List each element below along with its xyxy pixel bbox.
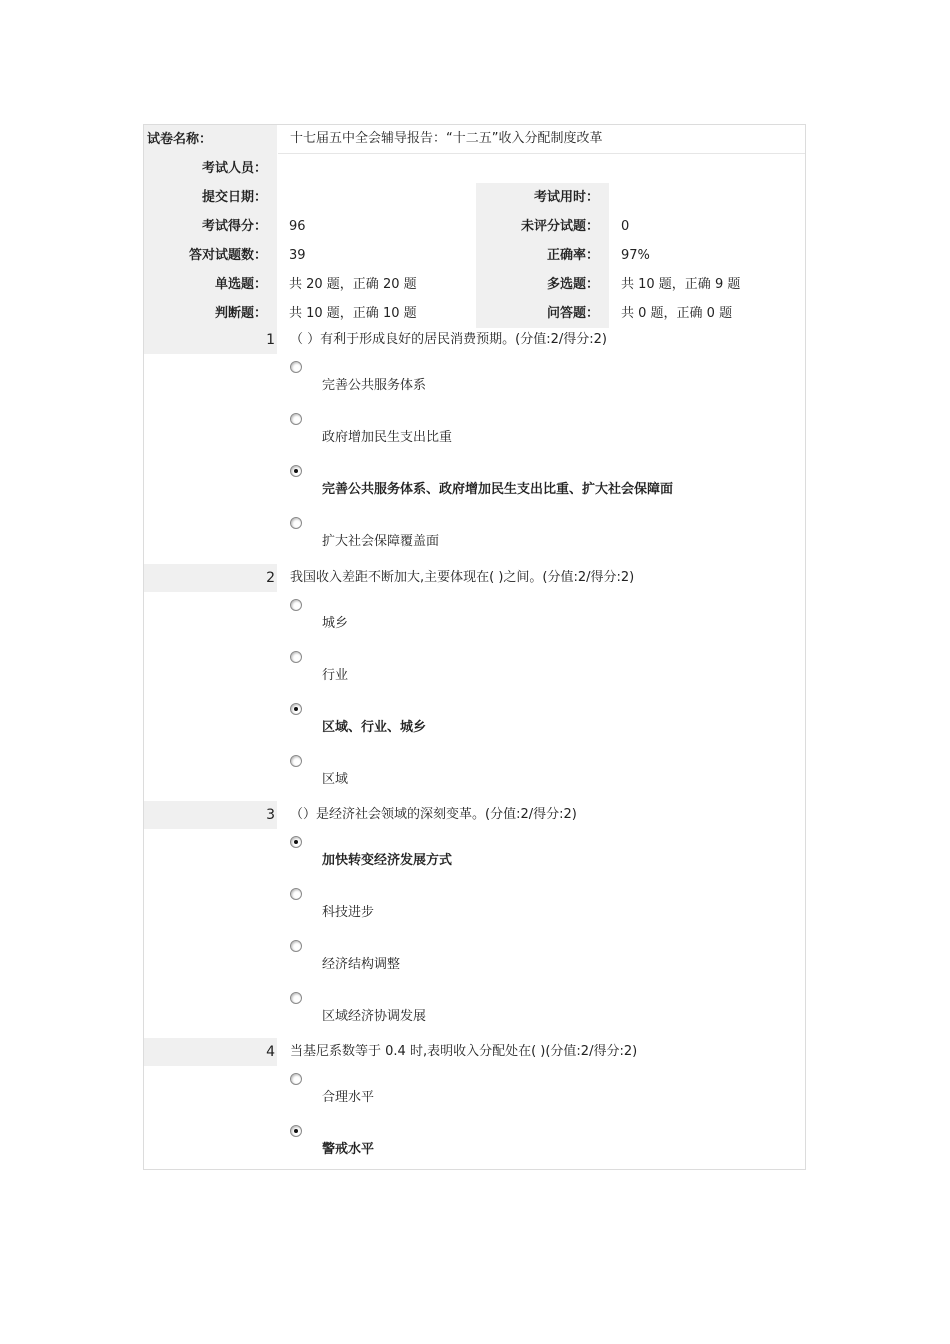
correct-row [144, 241, 805, 270]
radio-button-icon[interactable] [290, 1073, 302, 1085]
examinee-label: 考试人员： [144, 154, 277, 183]
single-multi-row [144, 270, 805, 299]
exam-name-value: 十七届五中全会辅导报告：“十二五”收入分配制度改革 [278, 125, 805, 154]
score-label: 考试得分： [144, 212, 277, 241]
radio-button-selected-icon[interactable] [290, 465, 302, 477]
question-2-number: 2 [144, 564, 277, 592]
exam-name-row [144, 125, 805, 154]
time-used-label: 考试用时： [476, 183, 609, 212]
question-4-number: 4 [144, 1038, 277, 1066]
submit-date-value [277, 183, 289, 212]
option-label: 合理水平 [322, 1090, 375, 1105]
radio-button-icon[interactable] [290, 940, 302, 952]
essay-value: 共 0 题，正确 0 题 [621, 306, 733, 321]
examinee-row [144, 154, 805, 183]
radio-button-selected-icon[interactable] [290, 836, 302, 848]
radio-button-icon[interactable] [290, 755, 302, 767]
option-label: 城乡 [322, 616, 349, 631]
option-label-selected: 加快转变经济发展方式 [322, 853, 453, 868]
exam-name-label: 试卷名称： [144, 125, 277, 154]
question-3-number: 3 [144, 801, 277, 829]
correct-count-value: 39 [289, 248, 306, 263]
question-2-text: 我国收入差距不断加大,主要体现在( )之间。(分值:2/得分:2) [290, 570, 635, 585]
multi-choice-label: 多选题： [476, 270, 609, 299]
score-row [144, 212, 805, 241]
time-used-value [609, 183, 621, 212]
option-label: 完善公共服务体系 [322, 378, 427, 393]
radio-button-selected-icon[interactable] [290, 1125, 302, 1137]
score-value: 96 [289, 219, 306, 234]
question-3-text: （）是经济社会领域的深刻变革。(分值:2/得分:2) [290, 807, 577, 822]
exam-result-panel [143, 124, 806, 1170]
radio-button-selected-icon[interactable] [290, 703, 302, 715]
question-4-text: 当基尼系数等于 0.4 时,表明收入分配处在( )(分值:2/得分:2) [290, 1044, 638, 1059]
radio-button-icon[interactable] [290, 517, 302, 529]
radio-button-icon[interactable] [290, 599, 302, 611]
option-label: 扩大社会保障覆盖面 [322, 534, 440, 549]
radio-button-icon[interactable] [290, 888, 302, 900]
option-label-selected: 区域、行业、城乡 [322, 720, 427, 735]
essay-label: 问答题： [476, 299, 609, 328]
radio-button-icon[interactable] [290, 361, 302, 373]
question-1-text: （ ）有利于形成良好的居民消费预期。(分值:2/得分:2) [290, 332, 607, 347]
submit-date-row [144, 183, 805, 212]
radio-button-icon[interactable] [290, 413, 302, 425]
ungraded-label: 未评分试题： [476, 212, 609, 241]
option-label-selected: 警戒水平 [322, 1142, 375, 1157]
examinee-value [277, 154, 289, 183]
option-label: 政府增加民生支出比重 [322, 430, 453, 445]
option-label: 行业 [322, 668, 349, 683]
ungraded-value: 0 [621, 219, 630, 234]
option-label: 区域 [322, 772, 349, 787]
single-choice-label: 单选题： [144, 270, 277, 299]
judge-value: 共 10 题，正确 10 题 [289, 306, 417, 321]
judge-label: 判断题： [144, 299, 277, 328]
option-label-selected: 完善公共服务体系、政府增加民生支出比重、扩大社会保障面 [322, 482, 674, 497]
submit-date-label: 提交日期： [144, 183, 277, 212]
radio-button-icon[interactable] [290, 992, 302, 1004]
option-label: 经济结构调整 [322, 957, 401, 972]
judge-essay-row [144, 299, 805, 328]
radio-button-icon[interactable] [290, 651, 302, 663]
multi-choice-value: 共 10 题，正确 9 题 [621, 277, 741, 292]
option-label: 区域经济协调发展 [322, 1009, 427, 1024]
accuracy-label: 正确率： [476, 241, 609, 270]
correct-count-label: 答对试题数： [144, 241, 277, 270]
accuracy-value: 97% [621, 248, 650, 263]
question-1-number: 1 [144, 326, 277, 354]
option-label: 科技进步 [322, 905, 375, 920]
single-choice-value: 共 20 题，正确 20 题 [289, 277, 417, 292]
